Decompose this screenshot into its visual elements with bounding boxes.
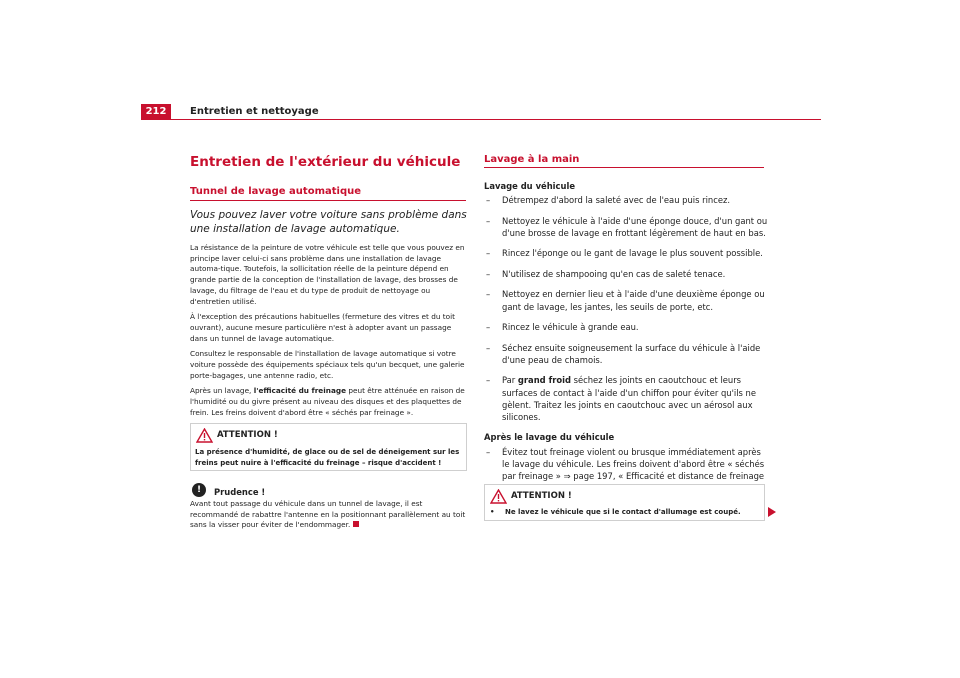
caution-text: Avant tout passage du véhicule dans un tunnel de lavage, il est recommandé de rabattre l'antenne en la positionnant parallèlement au toit sans la visser pour éviter de l'endommager. [190, 499, 466, 530]
page-title: Entretien de l'extérieur du véhicule [190, 154, 461, 170]
section-title-tunnel: Tunnel de lavage automatique [190, 186, 362, 197]
warning-title: ATTENTION ! [511, 491, 572, 501]
list-item: – Par grand froid séchez les joints en caoutchouc et leurs surfaces de contact à l'aide d'un chiffon pour éviter qu'ils ne gèlent. Traitez les joints en caoutchouc avec un aérosol aux silicones. [486, 375, 757, 422]
warning-box-left [190, 423, 467, 471]
warning-text: La présence d'humidité, de glace ou de sel de déneigement sur les freins peut nuire à l'efficacité du freinage – risque d'accident ! [195, 448, 460, 467]
lead-paragraph: Vous pouvez laver votre voiture sans problème dans une installation de lavage automatique. [190, 209, 467, 235]
list-item: – Nettoyez le véhicule à l'aide d'une éponge douce, d'un gant ou d'une brosse de lavage en frottant légèrement de haut en bas. [486, 215, 768, 238]
header-rule [141, 119, 821, 120]
section-rule-left [190, 200, 466, 201]
list-item: – N'utilisez de shampooing qu'en cas de saleté tenace. [486, 268, 726, 279]
warning-text: Ne lavez le véhicule que si le contact d'allumage est coupé. [505, 508, 741, 516]
left-body [190, 243, 466, 424]
list-item: – Rincez le véhicule à grande eau. [486, 322, 639, 333]
list-item: – Évitez tout freinage violent ou brusque immédiatement après le lavage du véhicule. Les freins doivent d'abord être « séchés par freinage » ⇒ page 197, « Efficacité et distance de freinage [486, 446, 765, 482]
paragraph-2: À l'exception des précautions habituelles (fermeture des vitres et du toit ouvrant), aucune mesure particulière n'est à adopter avant un passage dans un tunnel de lavage automatique. [190, 312, 455, 343]
caution-title: Prudence ! [214, 487, 266, 497]
warning-triangle-icon [490, 489, 507, 504]
continue-arrow-icon [768, 507, 776, 517]
warning-bullet: • [490, 508, 495, 516]
subheading-after-wash: Après le lavage du véhicule [484, 432, 615, 443]
list-item: – Séchez ensuite soigneusement la surface du véhicule à l'aide d'une peau de chamois. [486, 342, 761, 365]
warning-triangle-icon [196, 428, 213, 443]
running-title: Entretien et nettoyage [190, 106, 319, 117]
end-square-icon [353, 521, 359, 527]
warning-title: ATTENTION ! [217, 430, 278, 440]
caution-circle-icon: ! [192, 483, 206, 497]
warning-box-right [484, 484, 765, 521]
list-item: – Rincez l'éponge ou le gant de lavage le plus souvent possible. [486, 248, 763, 259]
paragraph-4: Après un lavage, l'efficacité du freinage peut être atténuée en raison de l'humidité ou du givre présent au niveau des disques et des plaquettes de frein. Les freins doivent d'abord être « séchés par freinage ». [190, 386, 465, 417]
page-number: 212 [141, 104, 171, 119]
paragraph-1: La résistance de la peinture de votre véhicule est telle que vous pouvez en principe laver celui-ci sans problème dans une installation de lavage automa-tique. Toutefois, la sollicitation réelle de la peinture dépend en grande partie de la conception de l'installation de lavage, des brosses de lavage, du filtrage de l'eau et du type de produit de nettoyage ou d'entretien utilisé. [190, 243, 465, 306]
subheading-washing: Lavage du véhicule [484, 181, 576, 191]
list-item: – Détrempez d'abord la saleté avec de l'eau puis rincez. [486, 195, 731, 206]
list-item: – Nettoyez en dernier lieu et à l'aide d'une deuxième éponge ou gant de lavage, les jantes, les seuils de porte, etc. [486, 289, 765, 312]
right-body [484, 180, 769, 503]
paragraph-3: Consultez le responsable de l'installation de lavage automatique si votre voiture possède des équipements spéciaux tels qu'un becquet, une galerie porte-bagages, une antenne radio, etc. [190, 349, 465, 380]
section-rule-right [484, 167, 764, 168]
section-title-hand-wash: Lavage à la main [484, 154, 580, 165]
